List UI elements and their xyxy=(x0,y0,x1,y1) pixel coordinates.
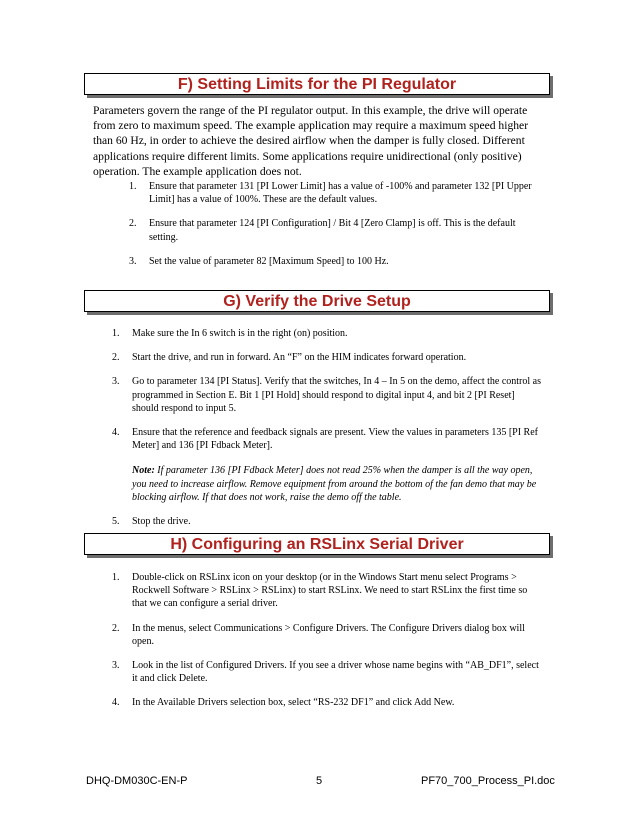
intro-paragraph: Parameters govern the range of the PI regulator output. In this example, the drive will operate from zero to maximum speed. The example application may require a maximum speed higher than 60 Hz, in order to achieve the desired airflow when the damper is fully closed. Different applications require different limits. Some applications require unidirectional (only positive) operation. The example application does not. xyxy=(93,104,529,178)
list-item xyxy=(129,217,539,243)
list-item xyxy=(112,515,542,528)
step-number: 1. xyxy=(129,181,137,192)
list-item xyxy=(112,351,542,364)
steps-list-f xyxy=(129,180,539,279)
step-number: 1. xyxy=(112,572,120,583)
step-number: 1. xyxy=(112,328,120,339)
steps-list-g xyxy=(112,327,542,539)
list-item xyxy=(129,255,539,268)
list-item xyxy=(112,327,542,340)
list-item xyxy=(112,571,542,611)
list-item xyxy=(112,622,542,648)
step-text: In the Available Drivers selection box, select “RS-232 DF1” and click Add New. xyxy=(132,697,455,709)
step-number: 3. xyxy=(112,660,120,672)
list-item xyxy=(129,180,539,206)
step-number: 4. xyxy=(112,427,120,439)
section-header-f: F) Setting Limits for the PI Regulator xyxy=(84,73,550,95)
steps-list-h xyxy=(112,571,542,721)
list-item xyxy=(112,696,542,709)
note-body: If parameter 136 [PI Fdback Meter] does not read 25% when the damper is all the way open, you need to increase airflow. Remove equipment from around the bottom of the fan demo that may be blocking airflow. If that does not work, raise the demo off the table. xyxy=(132,465,537,503)
step-text: Set the value of parameter 82 [Maximum Speed] to 100 Hz. xyxy=(149,255,389,267)
note-text xyxy=(132,464,542,504)
step-text: Start the drive, and run in forward. An “F” on the HIM indicates forward operation. xyxy=(132,352,467,364)
list-item xyxy=(112,426,542,504)
footer-doc-id: DHQ-DM030C-EN-P xyxy=(86,775,188,787)
step-number: 4. xyxy=(112,697,120,709)
step-text: Go to parameter 134 [PI Status]. Verify that the switches, In 4 – In 5 on the demo, affect the control as programmed in Section E. Bit 1 [PI Hold] should respond to digital input 4, and bit 2 [PI Reset] should respond to input 5. xyxy=(132,376,541,414)
step-number: 5. xyxy=(112,516,120,528)
list-item xyxy=(112,659,542,685)
section-header-g: G) Verify the Drive Setup xyxy=(84,290,550,312)
step-number: 3. xyxy=(112,376,120,388)
section-header-h: H) Configuring an RSLinx Serial Driver xyxy=(84,533,550,555)
note-label: Note: xyxy=(132,465,155,477)
list-item xyxy=(112,375,542,415)
step-number: 2. xyxy=(129,218,137,230)
step-number: 3. xyxy=(129,255,137,267)
step-text: Make sure the In 6 switch is in the right (on) position. xyxy=(132,328,348,339)
step-text: In the menus, select Communications > Configure Drivers. The Configure Drivers dialog box will open. xyxy=(132,622,525,647)
step-text: Stop the drive. xyxy=(132,516,191,528)
step-text: Look in the list of Configured Drivers. If you see a driver whose name begins with “AB_DF1”, select it and click Delete. xyxy=(132,660,539,685)
footer-filename: PF70_700_Process_PI.doc xyxy=(421,775,555,787)
step-number: 2. xyxy=(112,622,120,634)
footer-page-number: 5 xyxy=(316,775,323,787)
step-text: Ensure that the reference and feedback signals are present. View the values in parameters 135 [PI Ref Meter] and 136 [PI Fdback Meter]. xyxy=(132,427,538,452)
step-text: Ensure that parameter 124 [PI Configuration] / Bit 4 [Zero Clamp] is off. This is the default setting. xyxy=(149,218,516,243)
step-text: Double-click on RSLinx icon on your desktop (or in the Windows Start menu select Programs > Rockwell Software > RSLinx > RSLinx) to start RSLinx. We need to start RSLinx the first time so that we can configure a serial driver. xyxy=(132,572,528,610)
step-number: 2. xyxy=(112,352,120,364)
step-text: Ensure that parameter 131 [PI Lower Limit] has a value of -100% and parameter 132 [PI Upper Limit] has a value of 100%. These are the default values. xyxy=(149,181,532,206)
